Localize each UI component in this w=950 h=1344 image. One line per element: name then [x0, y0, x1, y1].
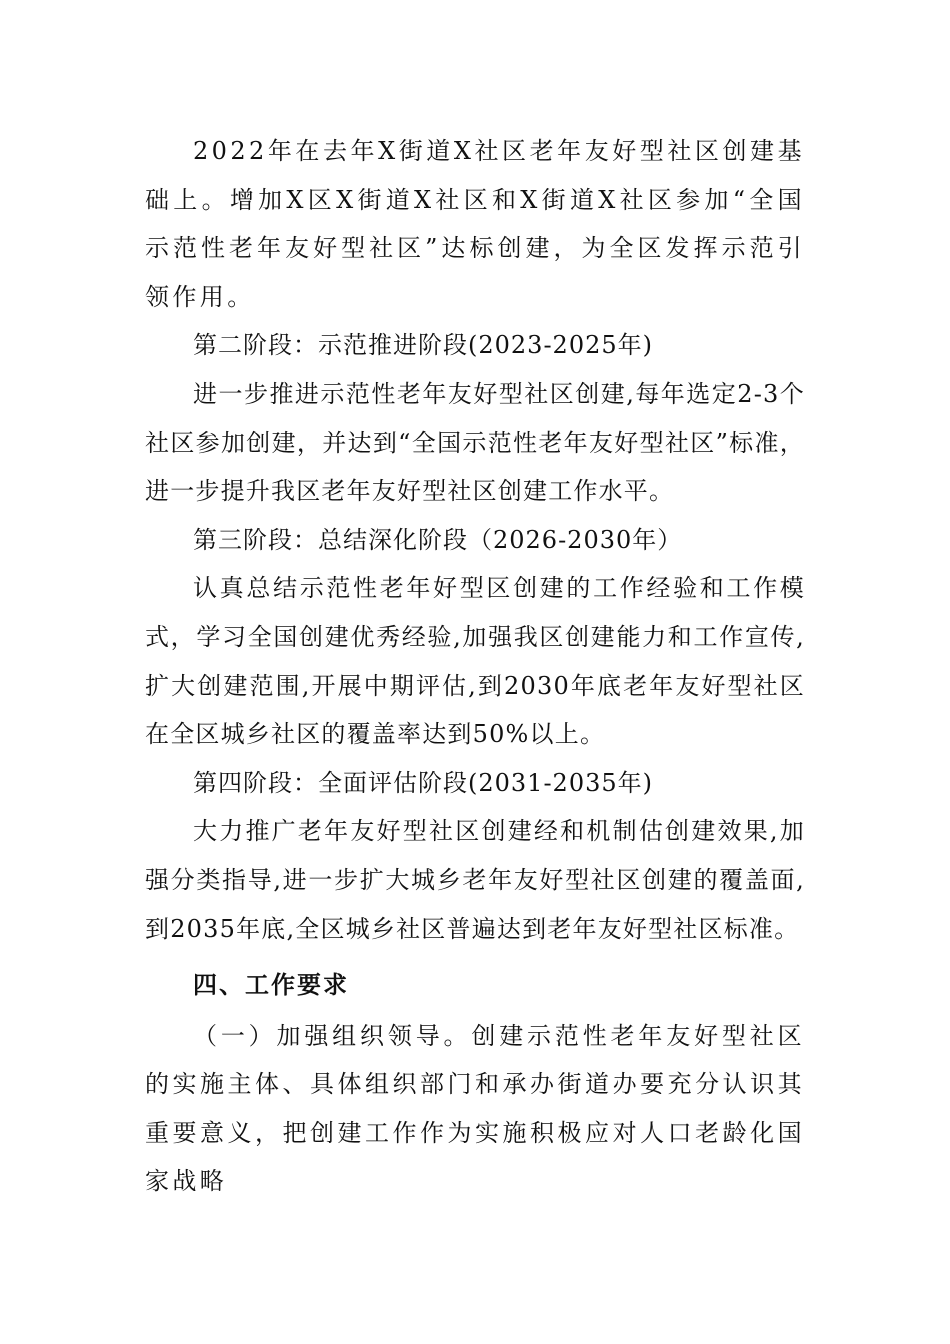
paragraph-stage1-detail: 2022年在去年X街道X社区老年友好型社区创建基础上。增加X区X街道X社区和X街道X社区参加“全国示范性老年友好型社区”达标创建，为全区发挥示范引领作用。 — [145, 137, 805, 311]
paragraph-stage2-body: 进一步推进示范性老年友好型社区创建,每年选定2-3个社区参加创建，并达到“全国示范性老年友好型社区”标准，进一步提升我区老年友好型社区创建工作水平。 — [145, 379, 805, 506]
paragraph-stage4-body: 大力推广老年友好型社区创建经和机制估创建效果,加强分类指导,进一步扩大城乡老年友好型社区创建的覆盖面,到2035年底,全区城乡社区普遍达到老年友好型社区标准。 — [145, 817, 805, 943]
section-heading-work-requirements: 四、工作要求 — [193, 971, 349, 1000]
paragraph-stage3-body: 认真总结示范性老年好型区创建的工作经验和工作模式，学习全国创建优秀经验,加强我区创建能力和工作宣传,扩大创建范围,开展中期评估,到2030年底老年友好型社区在全区城乡社区的覆盖率达到50%以上。 — [145, 574, 805, 749]
stage2-title: 第二阶段：示范推进阶段(2023-2025年) — [193, 331, 653, 360]
stage3-title: 第三阶段：总结深化阶段（2026-2030年） — [193, 525, 683, 554]
stage4-title: 第四阶段：全面评估阶段(2031-2035年) — [193, 768, 653, 797]
paragraph-requirement-1: （一）加强组织领导。创建示范性老年友好型社区的实施主体、具体组织部门和承办街道办要充分认识其重要意义，把创建工作作为实施积极应对人口老龄化国家战略 — [145, 1021, 805, 1196]
document-body — [145, 127, 805, 1206]
